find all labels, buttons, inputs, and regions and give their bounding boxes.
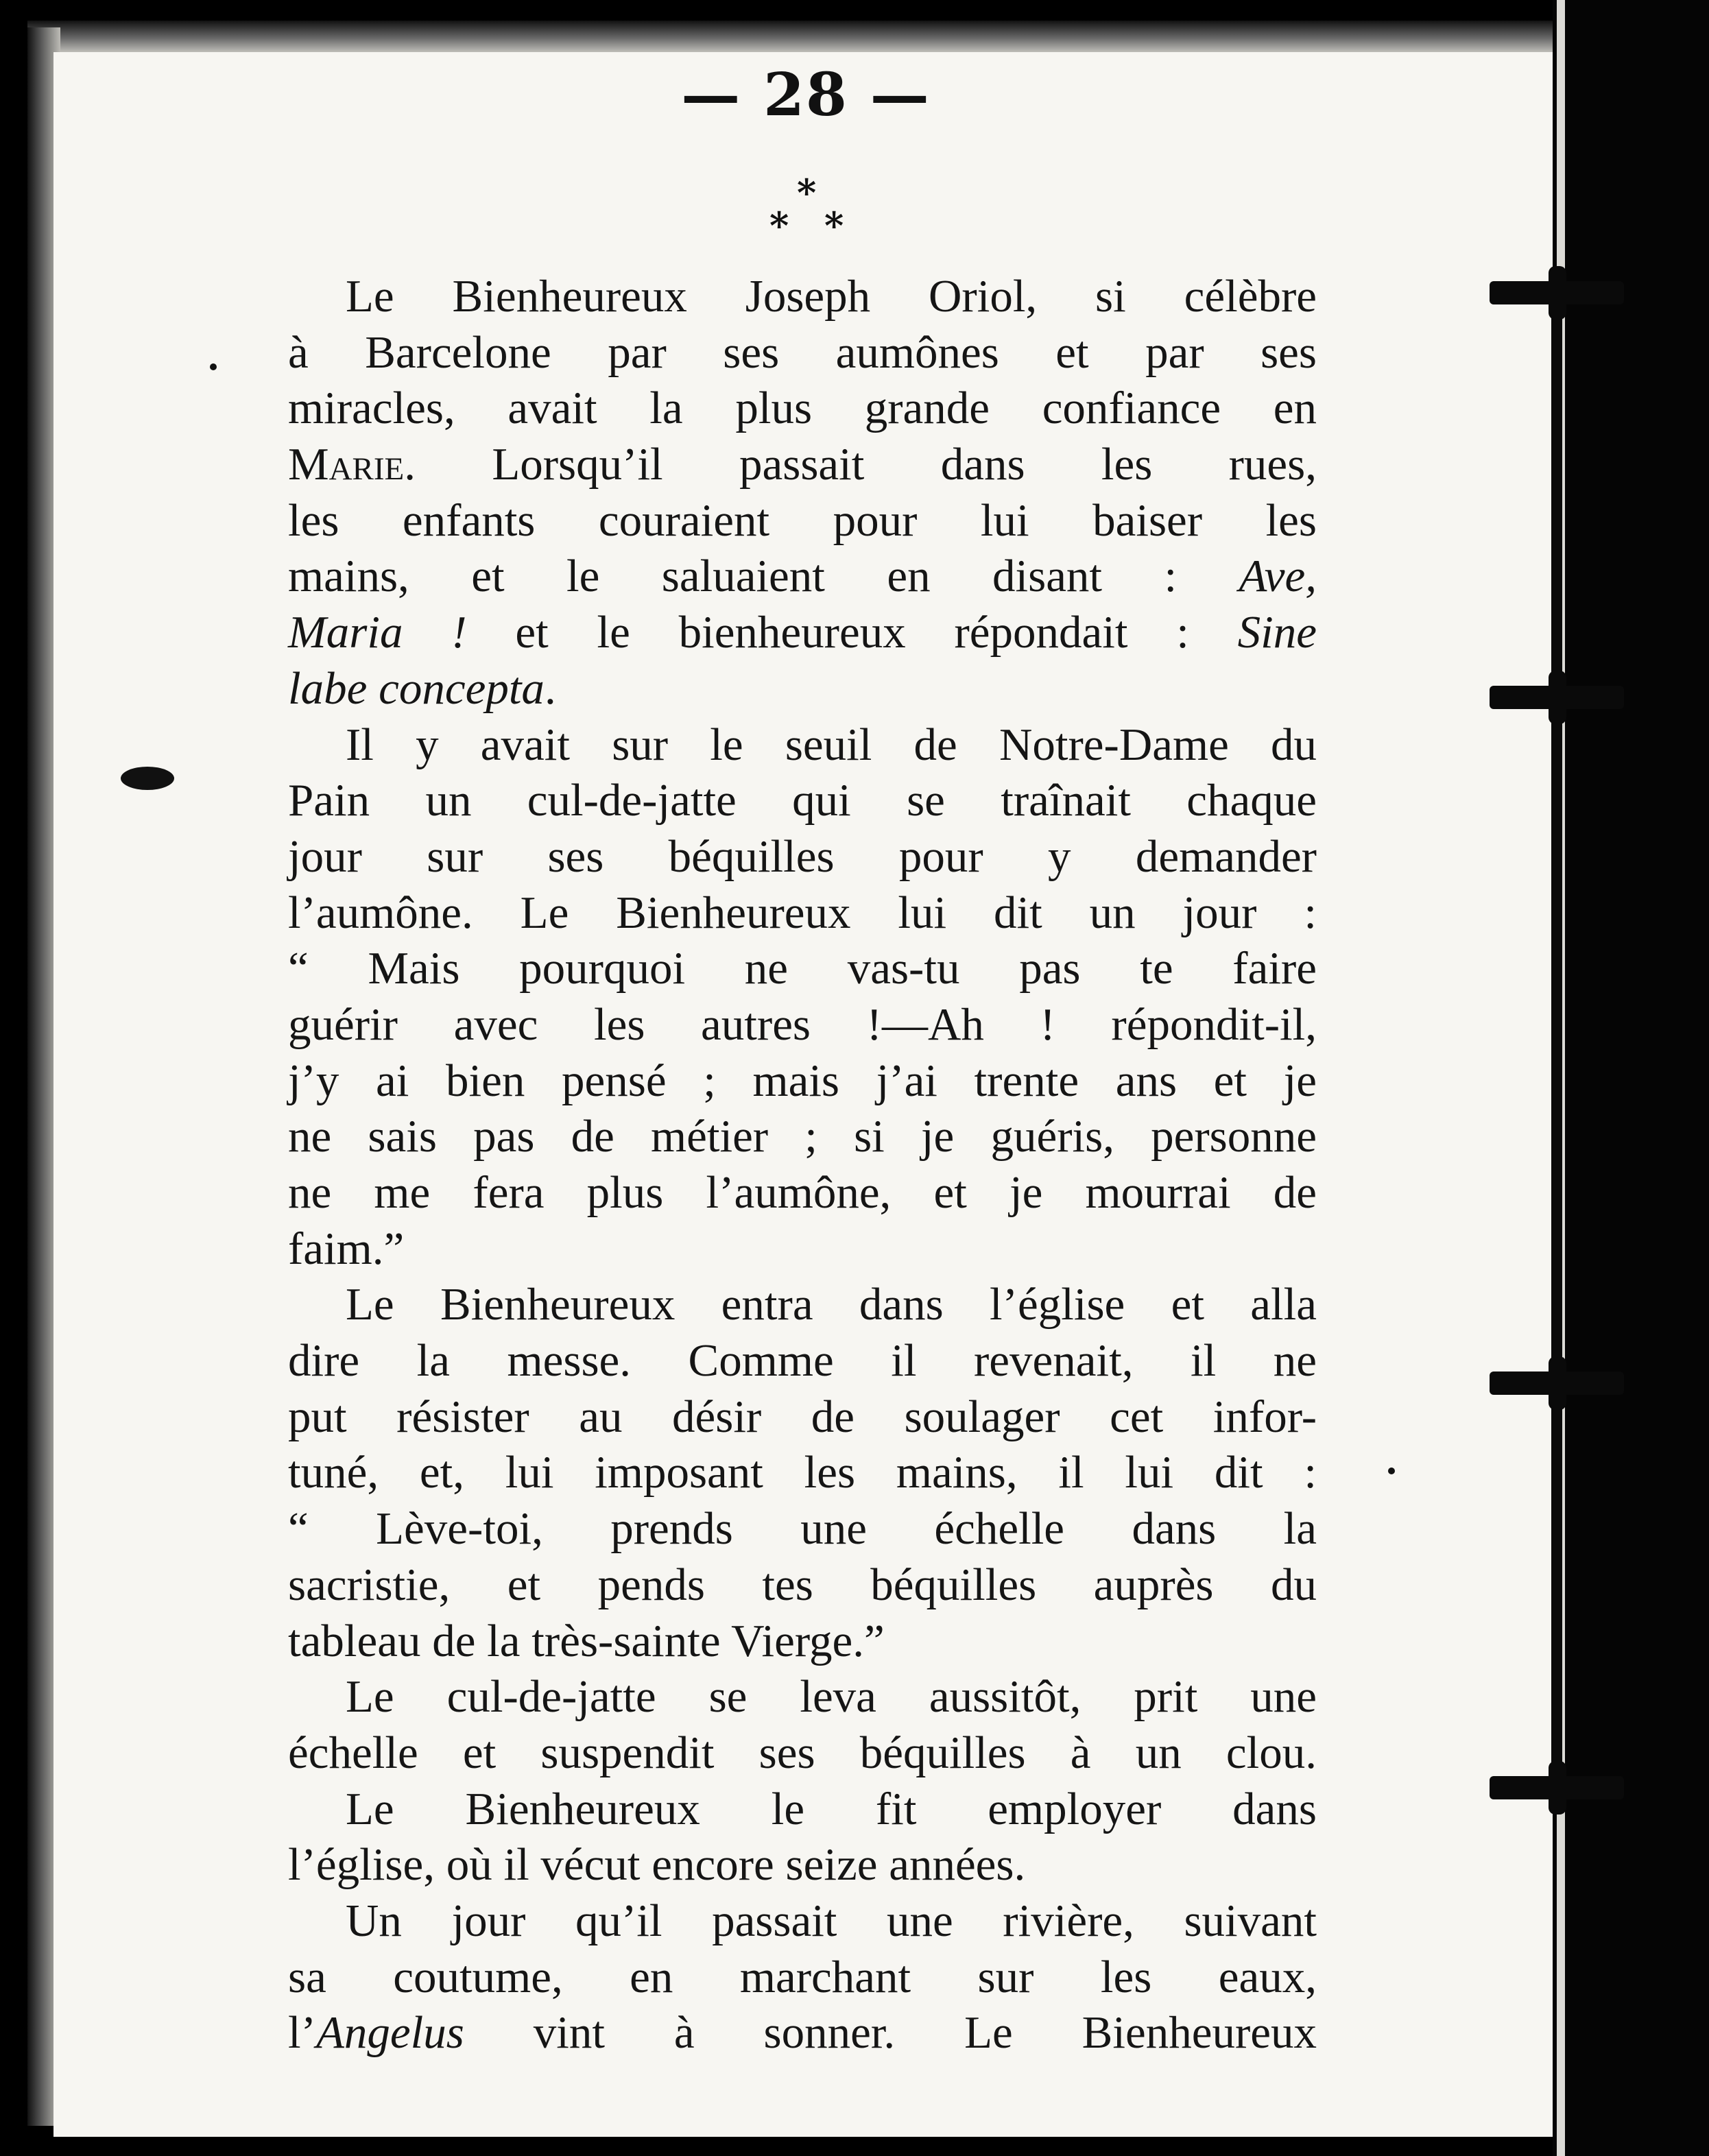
body-text [288, 269, 1317, 2061]
text-line [288, 661, 1317, 717]
text-line: faim.” [288, 1223, 405, 1274]
text-line: Pain un cul-de-jatte qui se traînait chaque [288, 775, 1317, 826]
text-line [288, 2005, 1317, 2061]
binding-stitch [1490, 686, 1624, 709]
text-line: Un jour qu’il passait une rivière, suivant [346, 1895, 1317, 1946]
text-line: tableau de la très-sainte Vierge.” [288, 1615, 885, 1666]
paragraph [288, 1277, 1317, 1669]
small-caps-text: Marie [288, 439, 405, 490]
text-run: l’ [288, 2007, 316, 2059]
text-run: . [544, 662, 556, 714]
ink-dot [1388, 1468, 1395, 1474]
section-asterism [761, 171, 857, 250]
page-number: — 28 — [681, 60, 931, 130]
text-line: put résister au désir de soulager cet infor- [288, 1391, 1317, 1442]
text-line: les enfants couraient pour lui baiser les [288, 494, 1317, 546]
ink-smudge [121, 767, 174, 790]
binding-thread [1551, 295, 1562, 693]
text-run: mains, et le saluaient en disant : [288, 551, 1239, 602]
text-line: Le cul-de-jatte se leva aussitôt, prit une [346, 1671, 1317, 1723]
text-line: Le Bienheureux Joseph Oriol, si célèbre [346, 271, 1317, 322]
text-line: Le Bienheureux entra dans l’église et alla [346, 1279, 1317, 1330]
italic-text: Maria ! [288, 607, 467, 658]
text-line: ne sais pas de métier ; si je guéris, personne [288, 1111, 1317, 1162]
paragraph [288, 717, 1317, 1278]
text-line: “ Lève-toi, prends une échelle dans la [288, 1503, 1317, 1555]
text-line [288, 437, 1317, 493]
text-line: ne me fera plus l’aumône, et je mourrai de [288, 1167, 1317, 1218]
text-line: guérir avec les autres !—Ah ! répondit-il, [288, 998, 1317, 1050]
asterism-star: * [769, 204, 789, 248]
paragraph [288, 1893, 1317, 2061]
italic-text: Angelus [315, 2007, 464, 2059]
binding-stitch [1490, 281, 1624, 304]
binding-thread [1551, 1399, 1562, 1783]
binding-thread [1551, 713, 1562, 1385]
text-line: dire la messe. Comme il revenait, il ne [288, 1335, 1317, 1387]
text-line [288, 549, 1317, 605]
text-run: vint à sonner. Le Bienheureux [464, 2007, 1317, 2059]
text-line: Il y avait sur le seuil de Notre-Dame du [346, 719, 1317, 770]
text-line: jour sur ses béquilles pour y demander [288, 830, 1317, 882]
asterism-star: * [824, 204, 844, 248]
asterism-star: * [797, 171, 817, 215]
text-line: l’église, où il vécut encore seize années. [288, 1839, 1026, 1891]
paragraph [288, 1669, 1317, 1781]
paragraph [288, 269, 1317, 717]
text-line: j’y ai bien pensé ; mais j’ai trente ans et je [288, 1055, 1317, 1106]
page-top-edge [27, 21, 1564, 55]
ink-dot [210, 363, 217, 370]
text-run: . Lorsqu’il passait dans les rues, [404, 439, 1317, 490]
italic-text: Ave, [1239, 551, 1317, 602]
text-run: et le bienheureux répondait : [466, 607, 1238, 658]
binding-stitch [1490, 1776, 1624, 1799]
text-line [288, 605, 1317, 661]
text-line: à Barcelone par ses aumônes et par ses [288, 326, 1317, 378]
italic-text: labe concepta [288, 662, 545, 714]
text-line: échelle et suspendit ses béquilles à un clou. [288, 1727, 1317, 1778]
text-line: Le Bienheureux le fit employer dans [346, 1783, 1317, 1834]
binding-stitch [1490, 1372, 1624, 1395]
paragraph [288, 1782, 1317, 1893]
text-line: sa coutume, en marchant sur les eaux, [288, 1951, 1317, 2002]
text-line: tuné, et, lui imposant les mains, il lui dit : [288, 1447, 1317, 1498]
text-line: miracles, avait la plus grande confiance en [288, 383, 1317, 434]
italic-text: Sine [1237, 607, 1317, 658]
text-line: sacristie, et pends tes béquilles auprès du [288, 1559, 1317, 1610]
text-line: “ Mais pourquoi ne vas-tu pas te faire [288, 943, 1317, 994]
text-line: l’aumône. Le Bienheureux lui dit un jour : [288, 887, 1317, 938]
right-gutter [1553, 0, 1709, 2156]
